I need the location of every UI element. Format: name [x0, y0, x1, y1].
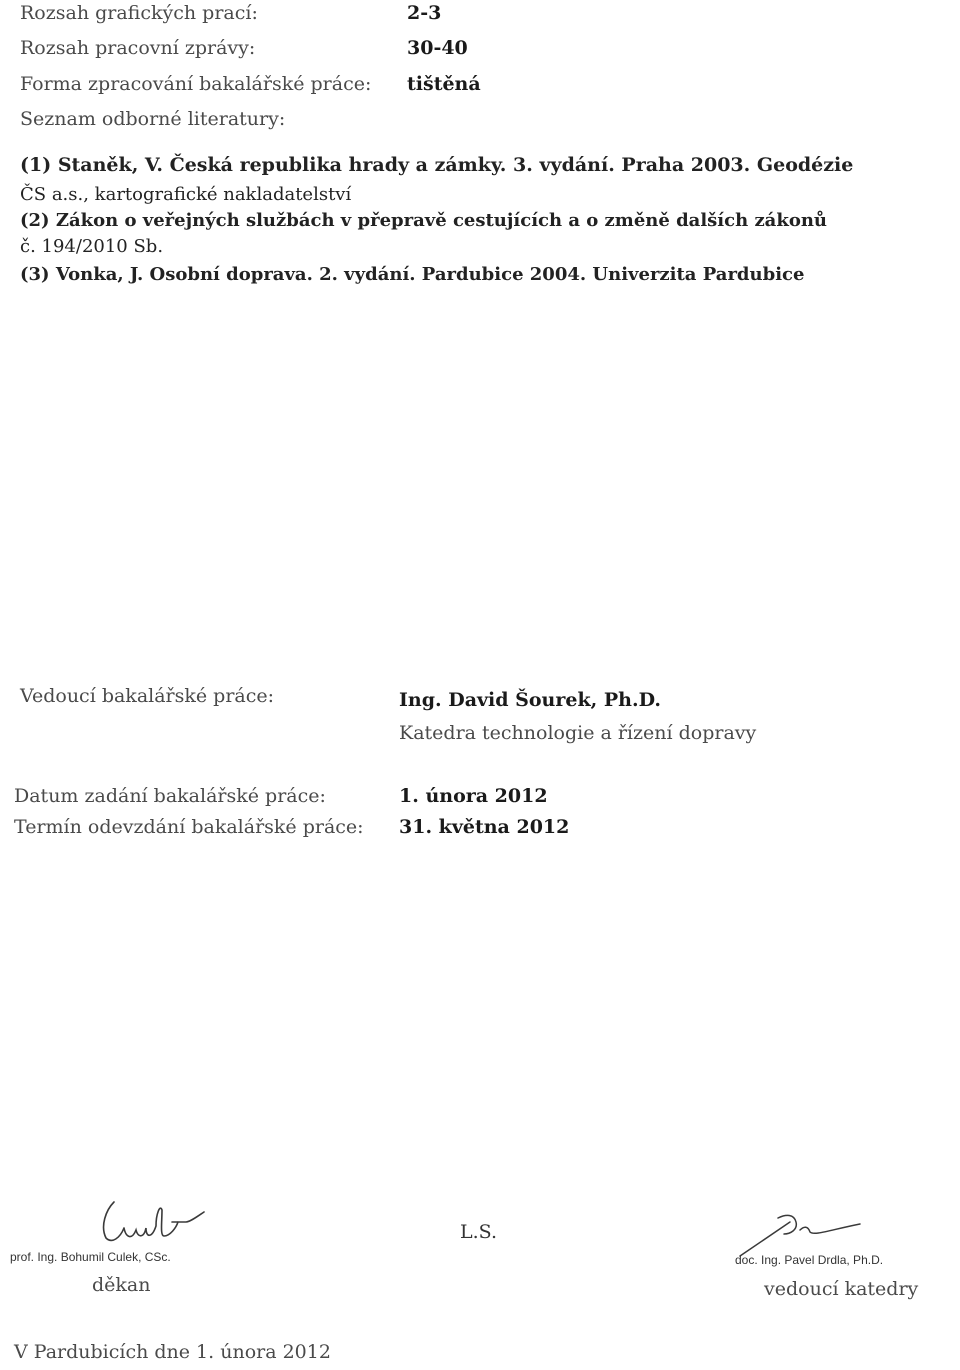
graphic-works-label: Rozsah grafických prací: [20, 2, 258, 24]
assigned-date-value: 1. února 2012 [399, 785, 548, 807]
supervisor-department: Katedra technologie a řízení dopravy [399, 722, 757, 744]
dean-role: děkan [92, 1274, 151, 1296]
supervisor-label: Vedoucí bakalářské práce: [20, 685, 275, 707]
dean-name: prof. Ing. Bohumil Culek, CSc. [10, 1250, 171, 1264]
reference-2-line-1: (2) Zákon o veřejných službách v přepravě cestujících a o změně dalších zákonů [20, 210, 827, 231]
dean-signature [86, 1192, 216, 1250]
reference-1-line-1: (1) Staněk, V. Česká republika hrady a zámky. 3. vydání. Praha 2003. Geodézie [20, 154, 854, 176]
reference-2-line-2: č. 194/2010 Sb. [20, 236, 164, 257]
assigned-date-label: Datum zadání bakalářské práce: [14, 785, 326, 807]
deadline-value: 31. května 2012 [399, 816, 570, 838]
report-scope-label: Rozsah pracovní zprávy: [20, 37, 256, 59]
report-scope-value: 30-40 [407, 37, 468, 59]
department-head-name: doc. Ing. Pavel Drdla, Ph.D. [735, 1253, 884, 1267]
literature-label: Seznam odborné literatury: [20, 108, 286, 130]
reference-1-line-2: ČS a.s., kartografické nakladatelství [20, 184, 352, 205]
place-and-date: V Pardubicích dne 1. února 2012 [14, 1341, 331, 1363]
thesis-form-value: tištěná [407, 73, 481, 95]
supervisor-name: Ing. David Šourek, Ph.D. [399, 689, 661, 711]
department-head-signature [730, 1200, 880, 1260]
thesis-form-label: Forma zpracování bakalářské práce: [20, 73, 372, 95]
department-head-role: vedoucí katedry [764, 1278, 919, 1300]
seal-text: L.S. [460, 1221, 498, 1243]
graphic-works-value: 2-3 [407, 2, 442, 24]
deadline-label: Termín odevzdání bakalářské práce: [14, 816, 364, 838]
reference-3-line-1: (3) Vonka, J. Osobní doprava. 2. vydání. Pardubice 2004. Univerzita Pardubice [20, 264, 805, 285]
